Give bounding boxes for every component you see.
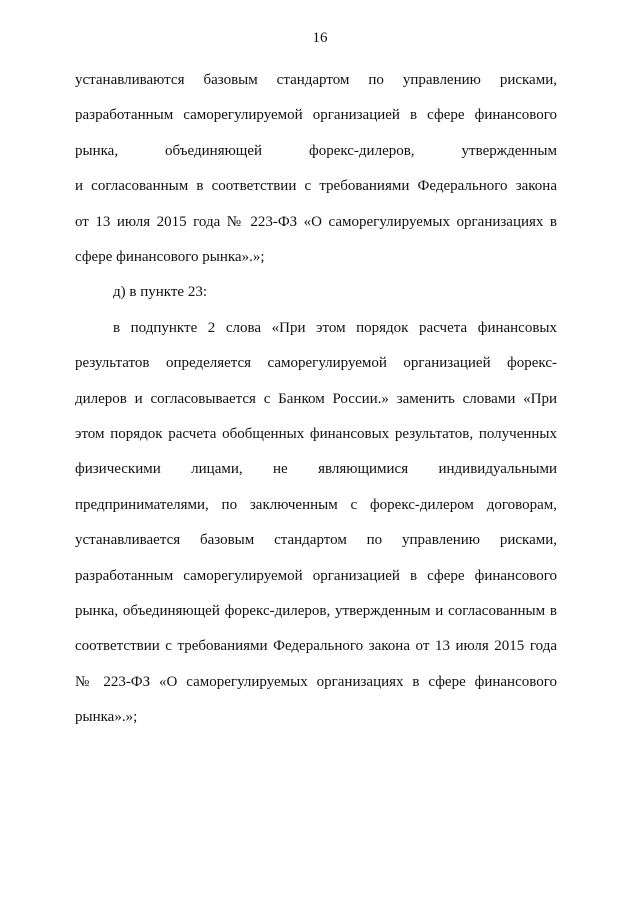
text-line: устанавливаются базовым стандартом по управлению рисками, (75, 72, 557, 88)
text-line: результатов определяется саморегулируемой организацией форекс- (75, 355, 557, 371)
text-line: рынка, объединяющей форекс-дилеров, утвержденным и согласованным в (75, 603, 557, 619)
text-line: № 223-ФЗ «О саморегулируемых организациях в сфере финансового (75, 674, 557, 690)
text-line: соответствии с требованиями Федерального закона от 13 июля 2015 года (75, 638, 557, 654)
text-line: предпринимателями, по заключенным с форекс-дилером договорам, (75, 497, 557, 513)
text-line: этом порядок расчета обобщенных финансовых результатов, полученных (75, 426, 557, 442)
text-line: рынка, объединяющей форекс-дилеров, утвержденным (75, 143, 557, 159)
list-item-heading: д) в пункте 23: (113, 284, 207, 300)
text-line: физическими лицами, не являющимися индивидуальными (75, 461, 557, 477)
text-line: сфере финансового рынка».»; (75, 249, 265, 265)
text-line: рынка».»; (75, 709, 138, 725)
text-line: дилеров и согласовывается с Банком России.» заменить словами «При (75, 391, 557, 407)
text-line: разработанным саморегулируемой организацией в сфере финансового (75, 107, 557, 123)
page-number: 16 (312, 30, 328, 46)
text-line: в подпункте 2 слова «При этом порядок расчета финансовых (113, 320, 557, 336)
text-line: от 13 июля 2015 года № 223-ФЗ «О саморегулируемых организациях в (75, 214, 557, 230)
text-line: устанавливается базовым стандартом по управлению рисками, (75, 532, 557, 548)
text-line: разработанным саморегулируемой организацией в сфере финансового (75, 568, 557, 584)
text-line: и согласованным в соответствии с требованиями Федерального закона (75, 178, 557, 194)
